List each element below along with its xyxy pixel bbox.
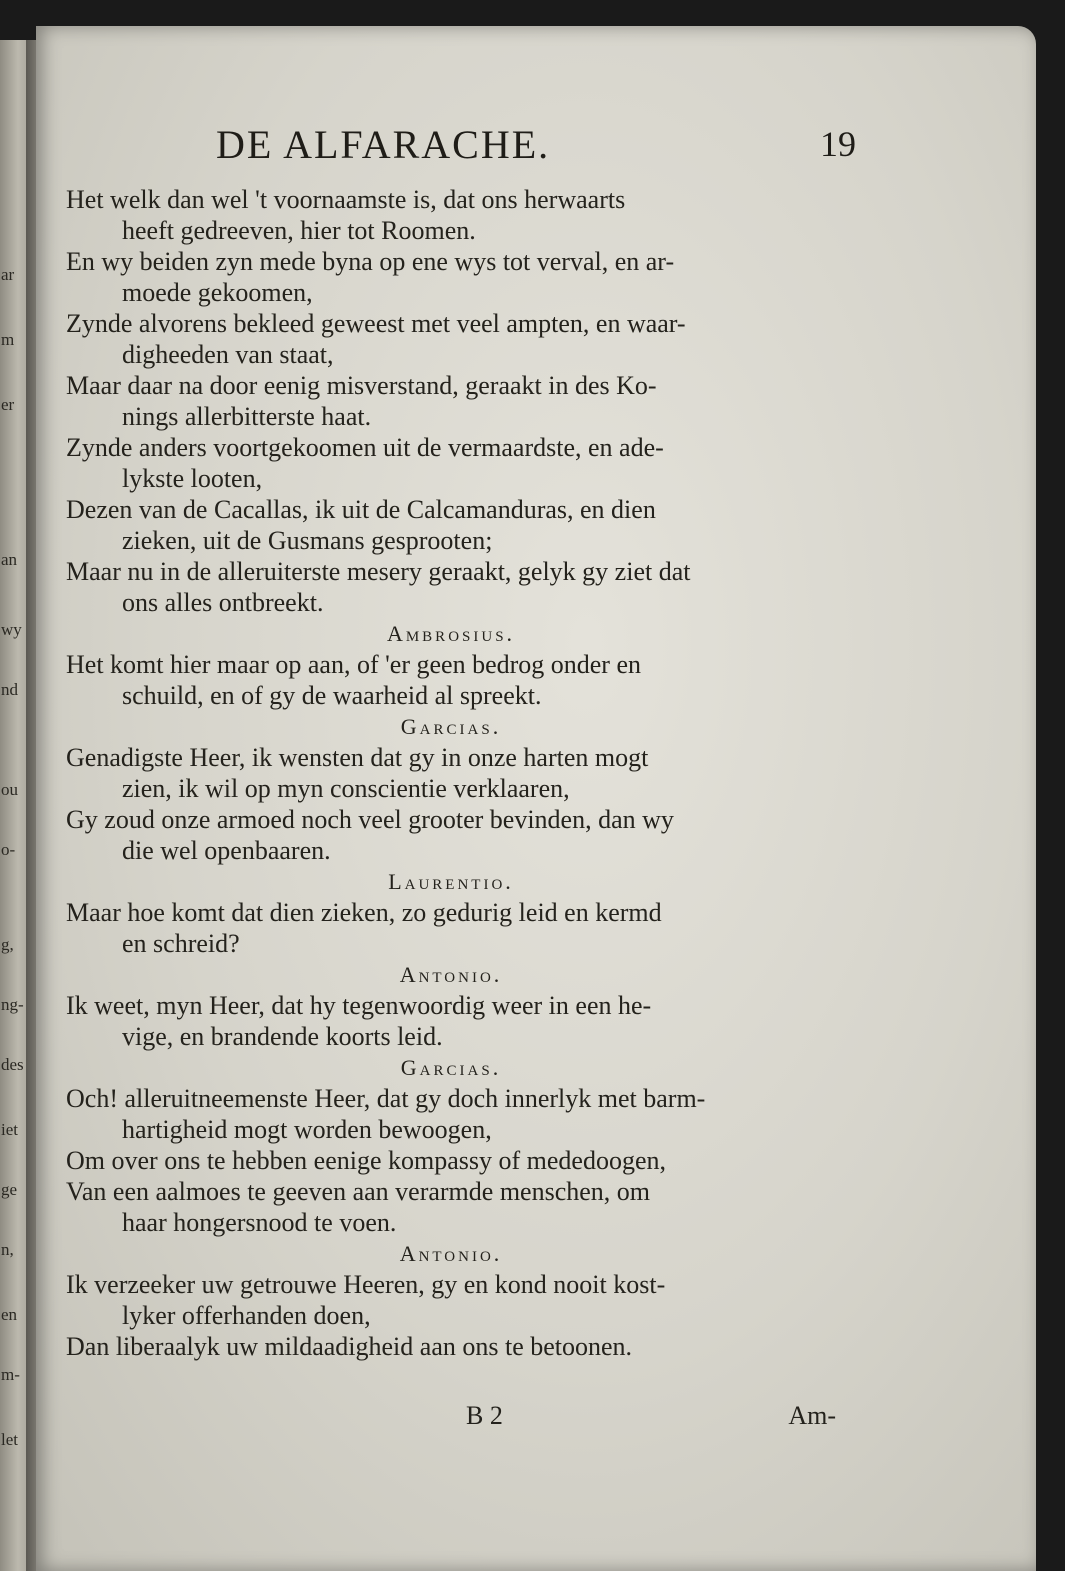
verse-continuation: schuild, en of gy de waarheid al spreekt. (122, 681, 542, 710)
speaker-name: Antonio. (399, 962, 503, 987)
facing-page-fragment: er (1, 395, 15, 414)
verse-continuation: digheeden van staat, (122, 340, 334, 369)
verse-line: Maar hoe komt dat dien zieken, zo gedurig leid en kermd (66, 898, 662, 927)
verse-line: Dan liberaalyk uw mildaadigheid aan ons te betoonen. (66, 1332, 633, 1361)
verse-line: Zynde anders voortgekoomen uit de vermaardste, en ade- (66, 433, 664, 462)
speaker-name: Antonio. (399, 1241, 503, 1266)
play-text (66, 184, 836, 1362)
speaker-name: Garcias. (400, 1055, 502, 1080)
verse-continuation: zieken, uit de Gusmans gesprooten; (122, 526, 493, 555)
speaker-name: Laurentio. (388, 869, 514, 894)
verse-continuation: lyker offerhanden doen, (122, 1301, 371, 1330)
facing-page-fragment: ar (1, 265, 15, 284)
facing-page-fragment: ge (1, 1180, 18, 1199)
facing-page-fragment: m (1, 330, 15, 349)
signature-mark: B 2 (466, 1401, 503, 1430)
verse-line: Het komt hier maar op aan, of 'er geen bedrog onder en (66, 650, 642, 679)
verse-continuation: haar hongersnood te voen. (122, 1208, 397, 1237)
facing-page-fragment: m- (1, 1365, 20, 1384)
verse-line: Om over ons te hebben eenige kompassy of mededoogen, (66, 1146, 667, 1175)
facing-page-fragment: o- (1, 840, 16, 859)
verse-line: Dezen van de Cacallas, ik uit de Calcamanduras, en dien (66, 495, 656, 524)
verse-continuation: die wel openbaaren. (122, 836, 331, 865)
facing-page-fragment: an (1, 550, 18, 569)
verse-continuation: zien, ik wil op myn conscientie verklaaren, (122, 774, 570, 803)
facing-page-fragment: nd (1, 680, 18, 699)
verse-line: Och! alleruitneemenste Heer, dat gy doch innerlyk met barm- (66, 1084, 706, 1113)
facing-page-fragment: n, (1, 1240, 14, 1259)
verse-line: Ik verzeeker uw getrouwe Heeren, gy en kond nooit kost- (66, 1270, 666, 1299)
verse-continuation: hartigheid mogt worden bewoogen, (122, 1115, 492, 1144)
verse-line: Ik weet, myn Heer, dat hy tegenwoordig weer in een he- (66, 991, 652, 1020)
page-footer (66, 1401, 836, 1435)
facing-page-fragment: g, (1, 935, 14, 954)
verse-line: Maar daar na door eenig misverstand, geraakt in des Ko- (66, 371, 657, 400)
facing-page-fragment: ng- (1, 995, 24, 1014)
verse-continuation: moede gekoomen, (122, 278, 313, 307)
page-number: 19 (820, 124, 856, 164)
verse-line: En wy beiden zyn mede byna op ene wys tot verval, en ar- (66, 247, 675, 276)
speaker-name: Garcias. (400, 714, 502, 739)
verse-line: Zynde alvorens bekleed geweest met veel ampten, en waar- (66, 309, 686, 338)
book-page (36, 26, 1036, 1571)
facing-page-fragment: wy (1, 620, 22, 639)
facing-page-fragment: iet (1, 1120, 18, 1139)
speaker-name: Ambrosius. (386, 621, 516, 646)
facing-page-fragment: ou (1, 780, 18, 799)
verse-line: Maar nu in de alleruiterste mesery geraakt, gelyk gy ziet dat (66, 557, 691, 586)
verse-line: Het welk dan wel 't voornaamste is, dat ons herwaarts (66, 185, 626, 214)
verse-line: Gy zoud onze armoed noch veel grooter bevinden, dan wy (66, 805, 674, 834)
running-title: DE ALFARACHE. (216, 122, 551, 167)
facing-page-fragment: des (1, 1055, 24, 1074)
page-header (216, 121, 856, 181)
verse-continuation: ons alles ontbreekt. (122, 588, 324, 617)
facing-page-fragment: let (1, 1430, 18, 1449)
catchword: Am- (788, 1401, 836, 1430)
verse-continuation: heeft gedreeven, hier tot Roomen. (122, 216, 476, 245)
verse-line: Van een aalmoes te geeven aan verarmde menschen, om (66, 1177, 651, 1206)
facing-page-fragment: en (1, 1305, 18, 1324)
verse-continuation: nings allerbitterste haat. (122, 402, 372, 431)
verse-continuation: lykste looten, (122, 464, 263, 493)
verse-continuation: en schreid? (122, 929, 240, 958)
verse-line: Genadigste Heer, ik wensten dat gy in onze harten mogt (66, 743, 649, 772)
verse-continuation: vige, en brandende koorts leid. (122, 1022, 443, 1051)
